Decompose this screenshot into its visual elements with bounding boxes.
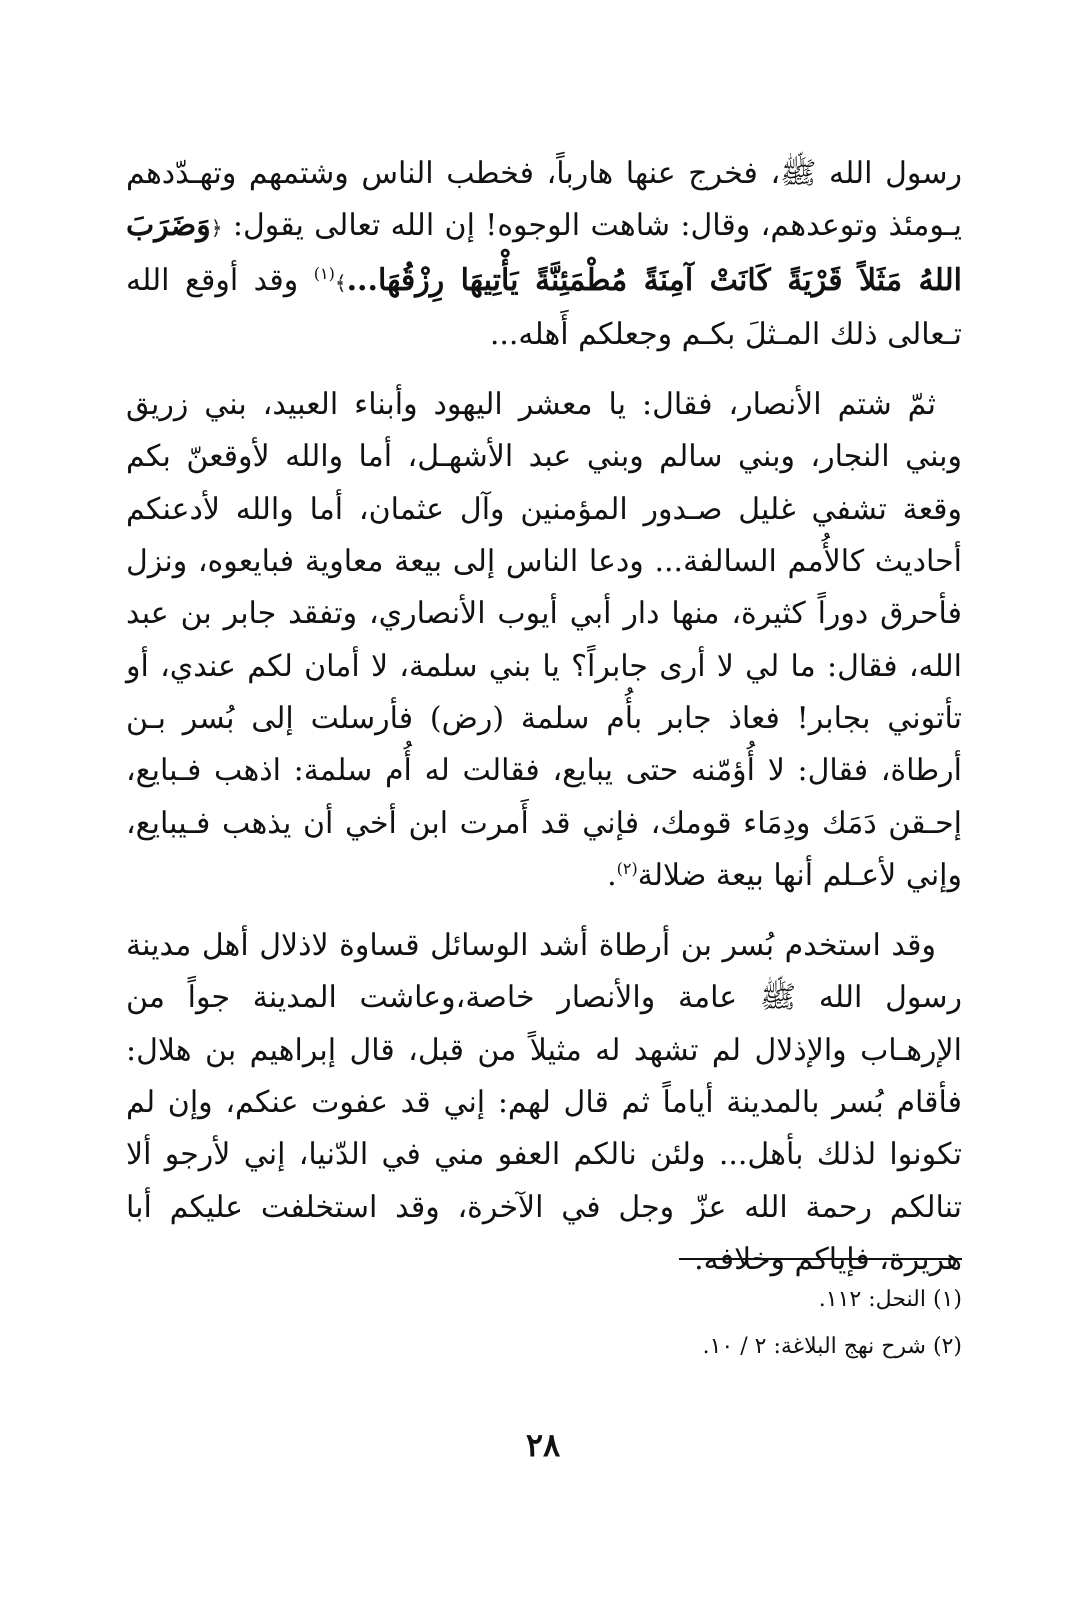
quran-close-ornament: ﴾: [334, 270, 347, 295]
footnote-ref-1: (١): [313, 263, 335, 283]
footnote-1-number: (١): [932, 1287, 962, 1312]
quran-open-ornament: ﴿: [210, 216, 223, 241]
paragraph-1-ending: وقد أوقع الله تـعالى ذلك المـثلَ بكـم وجعلكم أَهله...: [126, 262, 962, 352]
footnote-1: [426, 1276, 962, 1323]
main-text: [126, 148, 962, 1286]
paragraph-2-end: .: [607, 857, 617, 893]
paragraph-2: [126, 379, 962, 902]
paragraph-2-text: ثمّ شتم الأنصار، فقال: يا معشر اليهود وأبناء العبيد، بني زريق وبني النجار، وبني سالم وبني عبد الأشهـل، أما والله لأوقعنّ بكم وقعة تشفي غليل صـدور المؤمنين وآل عثمان، أما والله لأدعنكم أحاديث كالأُمم السالفة... ودعا الناس إلى بيعة معاوية فبايعوه، ونزل فأحرق دوراً كثيرة، منها دار أبي أيوب الأنصاري، وتفقد جابر بن عبد الله، فقال: ما لي لا أرى جابراً؟ يا بني سلمة، لا أمان لكم عندي، أو تأتوني بجابر! فعاذ جابر بأُم سلمة (رض) فأرسلت إلى بُسر بـن أرطاة، فقال: لا أُؤمّنه حتى يبايع، فقالت له أُم سلمة: اذهب فـبايع، إحـقن دَمَك ودِمَاء قومك، فإني قد أَمرت ابن أخي أن يذهب فـيبايع، وإني لأعـلم أنها بيعة ضلالة: [126, 387, 962, 893]
footnotes: [426, 1276, 962, 1370]
paragraph-3: [126, 920, 962, 1286]
footnote-1-text: النحل: ١١٢.: [818, 1287, 926, 1312]
footnote-2: [426, 1323, 962, 1370]
paragraph-1-line-2: وتوعدهم، وقال: شاهت الوجوه! إن الله تعالى يقول:: [232, 208, 879, 244]
paragraph-3-text: وقد استخدم بُسر بن أرطاة أشد الوسائل قساوة لاذلال أهل مدينة رسول الله ﷺ عامة والأنصار خاصة،وعاشت المدينة جواً من الإرهـاب والإذلال لم تشهد له مثيلاً من قبل، قال إبراهيم بن هلال: فأقام بُسر بالمدينة أياماً ثم قال لهم: إني قد عفوت عنكم، وإن لم تكونوا لذلك بأهل... ولئن نالكم العفو مني في الدّنيا، إني لأرجو ألا تنالكم رحمة الله عزّ وجل في الآخرة، وقد استخلفت عليكم أبا هريرة، فإياكم وخلافه.: [126, 928, 962, 1277]
footnote-2-number: (٢): [932, 1334, 962, 1359]
paragraph-1: [126, 148, 962, 361]
paragraph-1-line-1: رسول الله ﷺ، فخرج عنها هارباً، فخطب الناس وشتمهم وتهـدّدهم يـومئذ: [126, 156, 962, 244]
footnote-ref-2: (٢): [616, 858, 638, 878]
page-number: ٢٨: [525, 1426, 561, 1464]
footnote-divider: [679, 1258, 962, 1260]
quran-verse: وَضَرَبَ اللهُ مَثَلاً قَرْيَةً كَانَتْ آمِنَةً مُطْمَئِنَّةً يَأْتِيهَا رِزْقُهَا...: [126, 208, 962, 298]
footnote-2-text: شرح نهج البلاغة: ٢ / ١٠.: [702, 1334, 926, 1359]
